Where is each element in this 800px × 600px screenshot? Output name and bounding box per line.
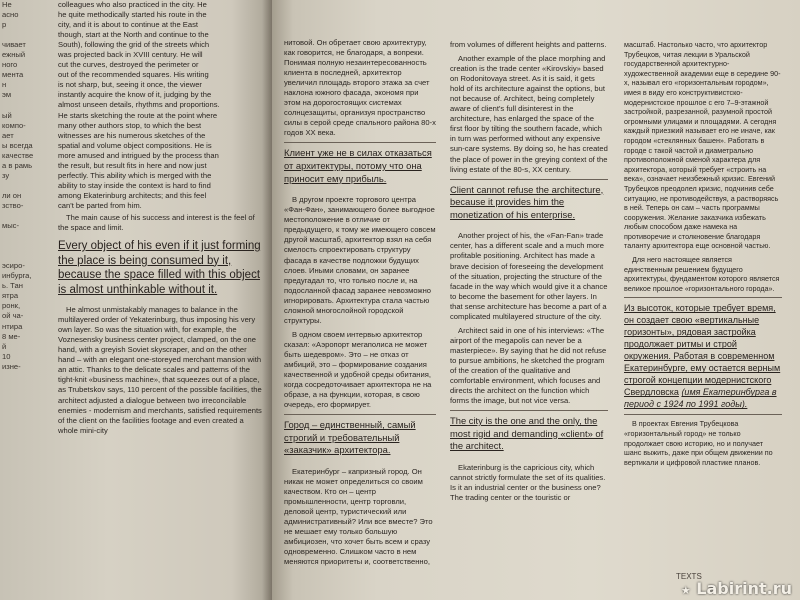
watermark-text: Labirint.ru [696, 578, 792, 598]
text-line: spatial and volume object compositions. He is [58, 140, 212, 150]
edge-line: асно [2, 10, 19, 20]
left-page [0, 0, 272, 600]
text-line: colleagues who also practiced in the city. He [58, 0, 207, 9]
english-column-left [58, 0, 264, 440]
divider [284, 142, 436, 143]
body-paragraph: from volumes of different heights and patterns. [450, 40, 607, 49]
edge-line: ного [2, 60, 18, 70]
text-line: South), following the grid of the streets which [58, 40, 210, 50]
edge-line [2, 30, 42, 40]
text-line: though, start at the North and continue to the [58, 30, 209, 40]
edge-line: 10 [2, 351, 11, 361]
pull-quote-text: Из высоток, которые требует время, он создает свою «вертикальные горизонты», рядовая застройка продолжает ритмы и строй окружения. Работая в современном Екатеринбурге, ему остается верным строгой концепции модернистского Свердловска [624, 303, 781, 398]
pull-quote [284, 147, 436, 185]
russian-column-2 [624, 40, 782, 471]
pull-quote [58, 239, 264, 297]
text-line: the result, but result fits in here and now just [58, 160, 207, 170]
text-line: is not sharp, but, seeing it once, the viewer [58, 80, 202, 90]
text-line: was projected back in XVIII century. He will [58, 50, 203, 60]
edge-line [2, 382, 42, 392]
text-line: among Ekaterinburg architects; and this feel [58, 190, 207, 200]
pull-quote [284, 419, 436, 457]
edge-line: н [2, 80, 7, 90]
edge-line: а в рамь [2, 160, 33, 170]
text-line: he quite methodically started his route in the [58, 10, 207, 20]
edge-line: ронк, [2, 301, 21, 311]
text-line: city, and it is about to continue at the East [58, 20, 199, 30]
edge-line: зу [2, 170, 10, 180]
edge-line: ь. Тан [2, 281, 23, 291]
text-line: He starts sketching the route at the point where [58, 110, 218, 120]
body-paragraph: Для него настоящее является единственным решением будущего архитектуры, фундаментом которого является великое прошлое «горизонтального города». [624, 255, 780, 293]
edge-line: ой ча- [2, 311, 24, 321]
body-paragraph: нитовой. Он обретает свою архитектуру, как говорится, не благодаря, а вопреки. Понимая полную незаинтересованность клиента в последней, архитектор увеличил площадь второго этажа за счет наклона южного фасада, экономя при этом на дорогостоящих системах солнцезащиты, организуя пространство силы в серой среде спального района 80-х годов XX века. [284, 38, 436, 138]
page-footer-label: TEXTS [676, 571, 702, 581]
body-paragraph: Екатеринбург – капризный город. Он никак не может определиться со своим качеством. Кто он – центр промышленности, центр торговли, деловой центр, туристический или административный? Или все вместе? Это не мешает ему только большую амбициозен, что хочет быть всем и сразу одновременно. Слишком часто в нем меняются приоритеты и, соответственно, [284, 467, 433, 567]
body-paragraph: В другом проекте торгового центра «Фан-Фан», занимающего более выгодное местоположение в отличие от предыдущего, к тому же имеющего совсем другой масштаб, архитектор взял на себя смелость спроектировать структуру фасада в качестве подложки будущих слоев. Иными словами, он заранее предугадал то, что только после и, на подосланной фасад заранее невозможно игнорировать. Архитектура стала частью сложной многослойной городской структуры. [284, 195, 436, 325]
body-paragraph: В проектах Евгения Трубецкова «горизонтальный город» не только продолжает свою историю, но и получает шанс выжить, даже при общем движении по вертикали и цифровой пластике планов. [624, 419, 773, 467]
text-line: ability to stay inside the context is hard to find [58, 180, 211, 190]
watermark-logo [680, 578, 792, 598]
edge-line: чивает [2, 40, 26, 50]
edge-line [2, 372, 42, 382]
edge-line: мыс- [2, 221, 20, 231]
edge-line: качестве [2, 150, 34, 160]
divider [450, 179, 608, 180]
edge-line [2, 241, 42, 251]
edge-line: нтира [2, 321, 23, 331]
text-line: witnesses are his numerous sketches of the [58, 130, 206, 140]
edge-line: р [2, 20, 7, 30]
pull-quote [450, 184, 608, 222]
right-page [272, 0, 800, 600]
pull-quote [450, 415, 608, 453]
pull-quote-text: Клиент уже не в силах отказаться от архитектуры, потому что она приносит ему прибыль. [284, 147, 432, 184]
body-paragraph: Architect said in one of his interviews: «The airport of the megapolis can never be a masterpiece». By saying that he did not refuse to pursue ambitions, he sketched the program of the creation of the qualitative and comfortable environment, which focuses and directs the architect on the function which forms the image, but not vice versa. [450, 325, 607, 406]
body-paragraph: The main cause of his success and interest is the feel of the space and limit. [58, 212, 255, 233]
pull-quote-caption: (имя Екатеринбурга в период с 1924 по 1991 годы). [624, 387, 777, 410]
star-icon: ★ [680, 583, 691, 597]
english-body-top [58, 0, 264, 211]
russian-column-1 [284, 38, 436, 571]
body-paragraph: В одном своем интервью архитектор сказал: «Аэропорт мегаполиса не может быть шедевром». Это – не отказ от амбиций, это – формирование создания качественной и удобной среды обитания, когда сосредоточивает архитектора не на образе, а на функции, которая, в свою очередь, его формирует. [284, 329, 432, 410]
text-line: almost unseen details, rhythms and proportions. [58, 100, 220, 110]
edge-line [2, 211, 42, 221]
edge-line: ает [2, 130, 14, 140]
body-paragraph: Ekaterinburg is the capricious city, which cannot strictly formulate the set of its qualities. Is it an industrial center or the business one? The trading center or the touristic or [450, 462, 606, 503]
pull-quote-text: Client cannot refuse the architecture, because it provides him the monetization of his enterprise. [450, 183, 604, 220]
text-line: out of the recommended squares. His writing [58, 70, 209, 80]
edge-line [2, 251, 42, 261]
edge-line: эсиро- [2, 261, 25, 271]
edge-line [2, 181, 42, 191]
edge-line: инбурга, [2, 271, 32, 281]
body-paragraph: Another project of his, the «Fan-Fan» trade center, has a different scale and a much more profitable positioning. Architect has made a brave decision of foreseeing the development of the situation, projecting the structure of the facade in the way which would give it a chance to become the basement for other layers. In that sense architecture has become a part of a complicated multilayered structure of the city. [450, 231, 608, 321]
body-paragraph: Another example of the place morphing and creation is the trade center «Kirovskiy» based on Rodonitovaya street. As it is said, it gets hold of its architecture against the options, but not because of. Architect, being completely aware of client's full disinterest in the architecture, has enlarged the space of the first floor by tilting the southern facade, which in turn was performed without any expensive sun-care systems. By doing so, he has created the place of power in the greying context of the living estate of the 80-s, XX century. [450, 54, 608, 174]
edge-line [2, 231, 42, 241]
text-line: more amused and intrigued by the process than [58, 150, 219, 160]
edge-line: й [2, 341, 7, 351]
edge-line: ы всегда [2, 140, 33, 150]
edge-line: изне- [2, 361, 21, 371]
text-line: instantly acquire the know of it, judging by the [58, 90, 212, 100]
text-line: perfectly. This ability which is merged with the [58, 170, 212, 180]
english-column-right [450, 40, 608, 507]
text-line: many other authors stop, to which the best [58, 120, 202, 130]
divider [450, 410, 608, 411]
edge-line: ли он [2, 190, 22, 200]
body-paragraph: масштаб. Настолько часто, что архитектор Трубецков, читая лекции в Уральской государственной архитектурно-художественной академии еще в середине 90-х, называл его «горизонтальным городом», имея в виду его конструктивистско-модернистское прошлое с его 7–9-этажной застройкой, разрезанной, разумной простой огромными улицами и площадями. А сегодня каждый приезжий называет его не иначе, как городом «стеклянных башен». Работать в городе с такой частой и диаметрально противоположной сменой характера для архитектора, который требует «строить на века», означает неизбежный кризис. Евгений Трубецков преодолел кризис, подчинив себе ситуацию, не противодействуя, а растворяясь в ней. Теперь он сам – часть программы сооружения. Желание заказчика избежать любым способом даже намека на противоречие и столкновение благодаря таланту архитектора еще основной частью. [624, 40, 781, 251]
divider [284, 414, 436, 415]
pull-quote [624, 302, 782, 410]
body-paragraph: He almost unmistakably manages to balance in the multilayered order of Yekaterinburg, thus imposing his very own layer. So was the situation with, for example, the Voznesensky business center project, clamped, on the one hand, with a greyish Soviet skyscraper, and on the other hand – with an elegant one-storeyed merchant mansion with an attic. Thanks to the delicate scales and patterns of the tight-knit «business machine», that squeezes out of a place, as Trubetskov says, 110 percent of the possible facilities, the architect adjusted a dialogue between two irreconcilable enemies - modernism and merchants, satisfied requirements of the client on the facilities footage and even created a whole mini-city [58, 305, 262, 435]
edge-line: зство- [2, 200, 24, 210]
divider [624, 297, 782, 298]
pull-quote-text: Every object of his even if it just forming the place is being consumed by it, because the space filled with this object is almost unthinkable without it. [58, 240, 261, 296]
edge-line: эм [2, 90, 12, 100]
divider [624, 414, 782, 415]
pull-quote-text: Город – единственный, самый строгий и требовательный «заказчик» архитектора. [284, 419, 416, 456]
edge-line: ятра [2, 291, 19, 301]
text-line: can't be parted from him. [58, 200, 142, 210]
text-line: cut the curves, destroyed the perimeter or [58, 60, 199, 70]
edge-line: Не [2, 0, 12, 9]
edge-line: 8 ме- [2, 331, 21, 341]
left-edge-text-fragments [2, 0, 42, 392]
edge-line: ежный [2, 50, 26, 60]
pull-quote-text: The city is the one and the only, the most rigid and demanding «client» of the architect. [450, 415, 604, 452]
edge-line: ый [2, 110, 12, 120]
edge-line: компо- [2, 120, 26, 130]
edge-line [2, 100, 42, 110]
edge-line: мента [2, 70, 24, 80]
